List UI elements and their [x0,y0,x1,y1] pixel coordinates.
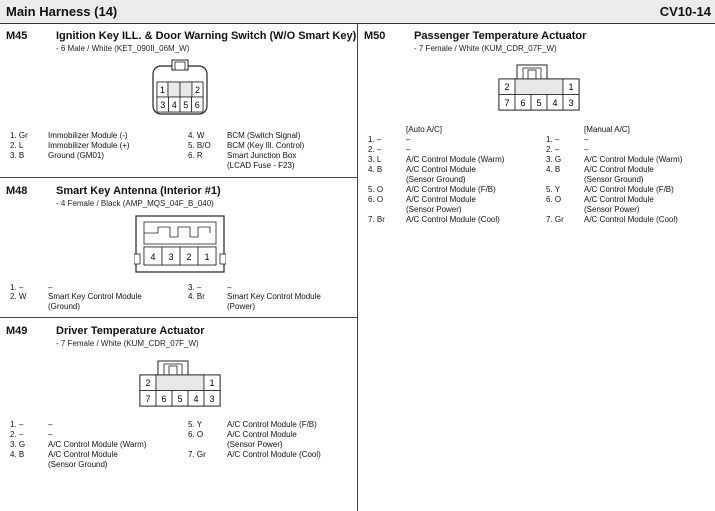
pin-label: 6. O [546,195,562,204]
pin-description: A/C Control Module (Cool) [584,215,678,224]
pin-label: 4. W [188,131,205,140]
pin-description: – [48,430,53,439]
pin-label: 2. – [546,145,560,154]
connector-diagram [497,64,581,114]
connector-diagram [134,213,226,275]
pin-label: 5. Y [188,420,203,429]
pin-label: 4. B [10,450,25,459]
pin-description-detail: (LCAD Fuse - F23) [227,161,295,170]
pin-number: 4 [171,100,177,110]
connector-id: M50 [364,30,386,42]
pin-description: A/C Control Module (Cool) [406,215,500,224]
pin-number: 3 [160,100,166,110]
pin-label: 5. O [368,185,384,194]
pin-description: – [584,145,589,154]
pin-description: – [48,420,53,429]
pin-label: 2. L [10,141,24,150]
pin-number: 2 [145,378,151,388]
pin-number: 6 [161,394,167,404]
pin-label: 1. – [368,135,382,144]
pin-description: – [227,283,232,292]
pin-description: A/C Control Module [406,165,476,174]
pin-label: 3. B [10,151,25,160]
connector-id: M45 [6,30,28,42]
connector-spec: - 7 Female / White (KUM_CDR_07F_W) [56,339,199,348]
manual-ac-heading: [Manual A/C] [584,125,630,134]
page-code: CV10-14 [659,4,711,19]
pin-description: A/C Control Module [584,165,654,174]
pin-description-detail: (Sensor Power) [584,205,640,214]
pin-number: 1 [159,85,166,95]
pin-label: 3. G [546,155,562,164]
pin-description: – [584,135,589,144]
pin-description: A/C Control Module (Cool) [227,450,321,459]
page-title: Main Harness (14) [6,4,118,19]
pin-description: Immobilizer Module (-) [48,131,128,140]
pin-description: A/C Control Module (F/B) [227,420,317,429]
pin-label: 7. Br [368,215,385,224]
pin-label: 5. B/O [188,141,211,150]
pin-label: 2. – [368,145,382,154]
pin-description-detail: (Sensor Power) [227,440,283,449]
pin-label: 2. W [10,292,27,301]
pin-label: 6. O [368,195,384,204]
connector-diagram [140,58,220,118]
pin-number: 4 [193,394,199,404]
pin-label: 5. Y [546,185,561,194]
connector-spec: - 4 Female / Black (AMP_MQS_04F_B_040) [56,199,214,208]
connector-diagram [138,360,222,410]
connector-title: Passenger Temperature Actuator [414,30,587,42]
pin-number: 7 [145,394,151,404]
pin-label: 3. – [188,283,202,292]
pin-description: Immobilizer Module (+) [48,141,130,150]
pin-label: 4. Br [188,292,205,301]
pin-number: 2 [186,252,192,262]
pin-description: A/C Control Module [584,195,654,204]
pin-description-detail: (Ground) [48,302,81,311]
connector-id: M49 [6,325,28,337]
pin-description: A/C Control Module (Warm) [48,440,147,449]
pin-description: A/C Control Module [48,450,118,459]
pin-number: 4 [552,98,558,108]
pin-label: 6. O [188,430,204,439]
connector-spec: - 7 Female / White (KUM_CDR_07F_W) [414,44,557,53]
pin-number: 1 [204,252,210,262]
pin-description: A/C Control Module [406,195,476,204]
pin-label: 4. B [546,165,561,174]
pin-number: 3 [168,252,174,262]
pin-label: 1. – [546,135,560,144]
pin-label: 1. – [10,420,24,429]
connector-title: Driver Temperature Actuator [56,325,205,337]
pin-description: A/C Control Module (F/B) [406,185,496,194]
pin-description-detail: (Power) [227,302,256,311]
pin-label: 3. G [10,440,26,449]
page-header [0,0,715,24]
pin-description: Smart Key Control Module [227,292,321,301]
pin-label: 1. – [10,283,24,292]
pin-description-detail: (Sensor Ground) [48,460,108,469]
pin-description-detail: (Sensor Ground) [406,175,466,184]
pin-description: A/C Control Module (F/B) [584,185,674,194]
connector-spec: - 6 Male / White (KET_090II_06M_W) [56,44,190,53]
connector-title: Ignition Key ILL. & Door Warning Switch (W/O Smart Key) [56,30,357,42]
pin-description: Ground (GM01) [48,151,105,160]
section-divider-m48-m49 [0,317,357,318]
section-divider-m45-m48 [0,177,357,178]
pin-number: 5 [177,394,183,404]
pin-number: 3 [568,98,574,108]
pin-label: 2. – [10,430,24,439]
pin-description: – [406,135,411,144]
pin-description: Smart Key Control Module [48,292,142,301]
connector-id: M48 [6,185,28,197]
pin-number: 4 [150,252,156,262]
pin-number: 2 [194,85,201,95]
pin-label: 4. B [368,165,383,174]
pin-number: 6 [194,100,200,110]
pin-description: A/C Control Module (Warm) [406,155,505,164]
pin-label: 1. Gr [10,131,28,140]
pin-label: 3. L [368,155,382,164]
column-divider [357,24,358,511]
pin-label: 6. R [188,151,203,160]
auto-ac-heading: [Auto A/C] [406,125,443,134]
pin-description-detail: (Sensor Ground) [584,175,644,184]
pin-number: 6 [520,98,526,108]
pin-label: 7. Gr [546,215,564,224]
pin-description: – [406,145,411,154]
pin-description: BCM (Key Ill. Control) [227,141,305,150]
pin-description: A/C Control Module (Warm) [584,155,683,164]
pin-label: 7. Gr [188,450,206,459]
connector-title: Smart Key Antenna (Interior #1) [56,185,221,197]
pin-description: A/C Control Module [227,430,297,439]
pin-number: 1 [209,378,215,388]
pin-description: Smart Junction Box [227,151,297,160]
pin-number: 3 [209,394,215,404]
pin-description: BCM (Switch Signal) [227,131,301,140]
pin-number: 2 [504,82,510,92]
pin-number: 7 [504,98,510,108]
pin-number: 5 [183,100,189,110]
pin-description: – [48,283,53,292]
pin-number: 5 [536,98,542,108]
pin-description-detail: (Sensor Power) [406,205,462,214]
pin-number: 1 [568,82,574,92]
